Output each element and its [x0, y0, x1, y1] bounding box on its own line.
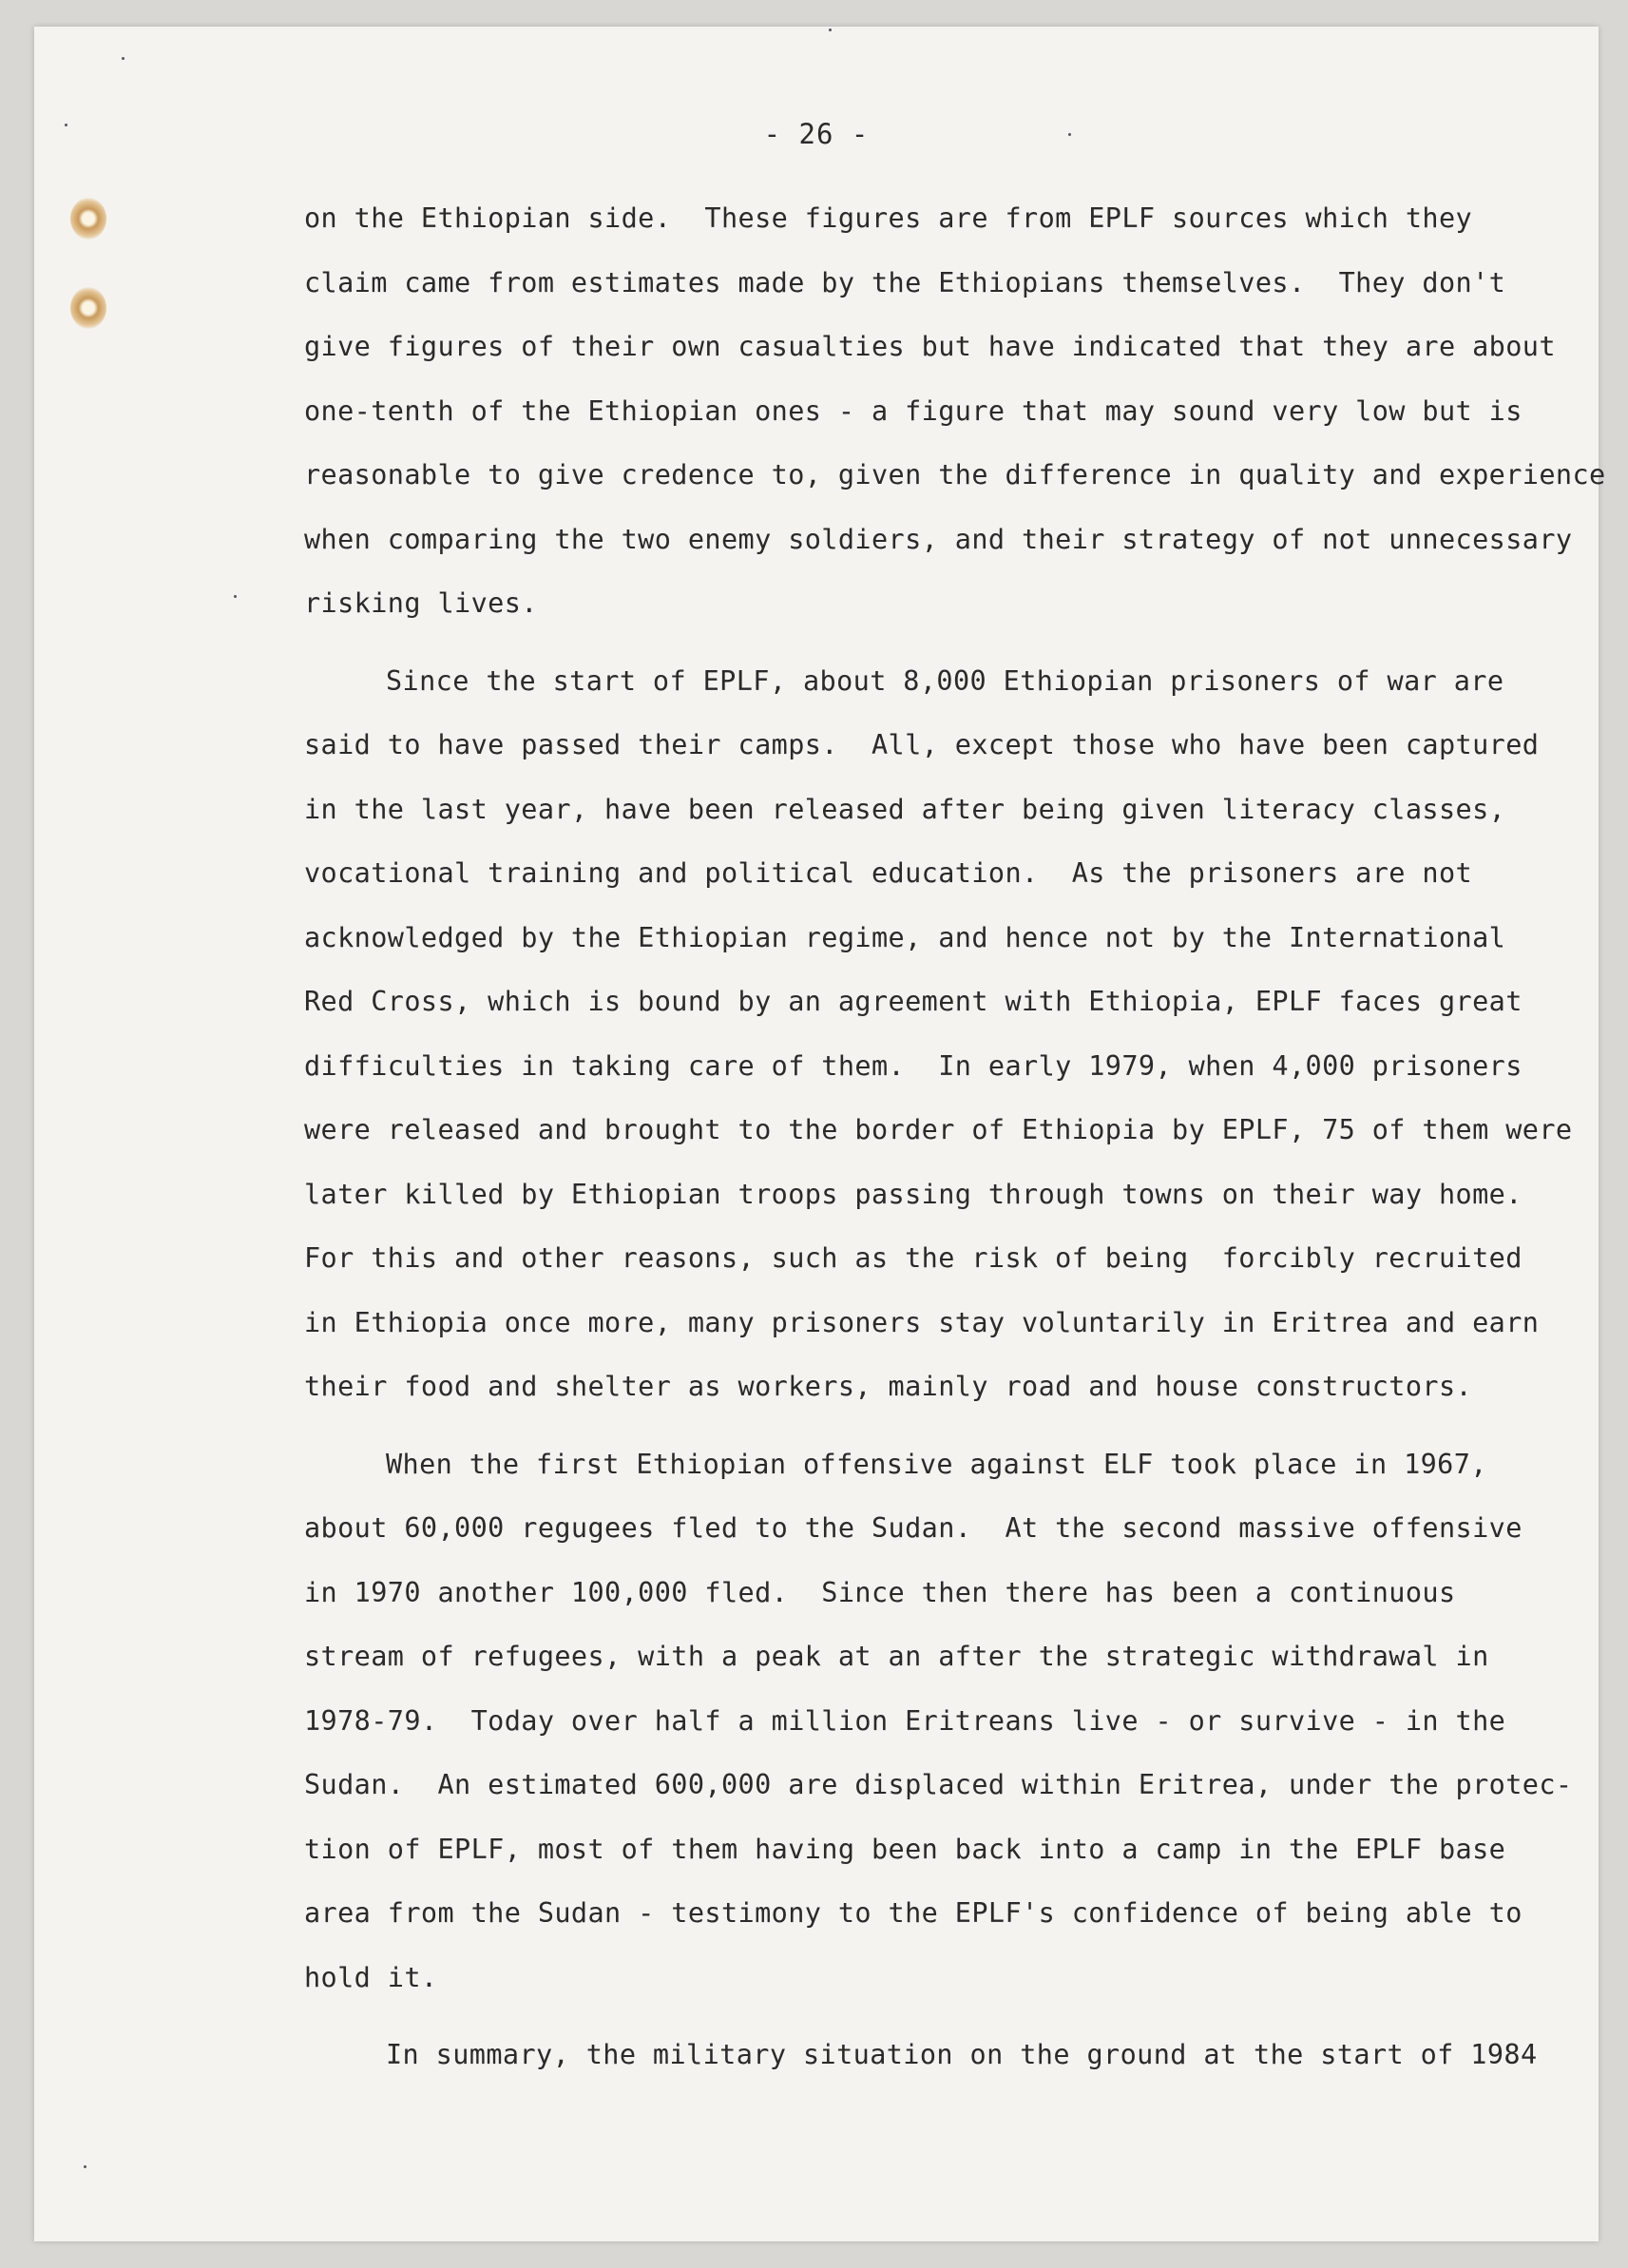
text-line: 1978-79. Today over half a million Eritreans live - or survive - in the [304, 1704, 1506, 1737]
paragraph-1 [304, 186, 1606, 636]
body-text [304, 186, 1606, 2087]
text-line: stream of refugees, with a peak at an after the strategic withdrawal in [304, 1641, 1489, 1672]
text-line: their food and shelter as workers, mainly road and house constructors. [304, 1371, 1473, 1402]
text-line: Since the start of EPLF, about 8,000 Ethiopian prisoners of war are [386, 664, 1504, 697]
text-line: when comparing the two enemy soldiers, and their strategy of not unnecessary [304, 523, 1573, 555]
paper-speck [829, 29, 832, 31]
paragraph-3 [304, 1432, 1587, 2010]
text-line: one-tenth of the Ethiopian ones - a figure that may sound very low but is [304, 394, 1523, 427]
text-line: in 1970 another 100,000 fled. Since then there has been a continuous [304, 1576, 1456, 1608]
text-line: said to have passed their camps. All, except those who have been captured [304, 729, 1540, 760]
text-line: difficulties in taking care of them. In early 1979, when 4,000 prisoners [304, 1049, 1523, 1082]
text-line: in Ethiopia once more, many prisoners stay voluntarily in Eritrea and earn [304, 1306, 1540, 1338]
text-line: In summary, the military situation on the ground at the start of 1984 [386, 2039, 1538, 2070]
paragraph-4 [304, 2023, 1587, 2087]
paper-speck [122, 57, 124, 60]
text-line: about 60,000 regugees fled to the Sudan. At the second massive offensive [304, 1512, 1523, 1544]
text-line: claim came from estimates made by the Ethiopians themselves. They don't [304, 266, 1506, 298]
text-line: When the first Ethiopian offensive against ELF took place in 1967, [386, 1448, 1487, 1480]
paper-speck [234, 595, 237, 598]
paragraph-gap [304, 636, 1587, 649]
page-number: - 26 - [763, 118, 870, 150]
text-line: area from the Sudan - testimony to the EPLF's confidence of being able to [304, 1897, 1523, 1929]
text-line: Sudan. An estimated 600,000 are displaced within Eritrea, under the protec- [304, 1769, 1573, 1800]
document-page [34, 27, 1606, 2241]
paragraph-2 [304, 649, 1587, 1419]
text-line: on the Ethiopian side. These figures are from EPLF sources which they [304, 202, 1473, 234]
text-line: acknowledged by the Ethiopian regime, and hence not by the International [304, 921, 1506, 953]
paragraph-gap [304, 1419, 1587, 1432]
text-line: tion of EPLF, most of them having been back into a camp in the EPLF base [304, 1833, 1506, 1865]
text-line: vocational training and political education. As the prisoners are not [304, 857, 1473, 889]
paper-speck [84, 2165, 86, 2168]
text-line: give figures of their own casualties but have indicated that they are about [304, 331, 1556, 362]
text-line: For this and other reasons, such as the risk of being forcibly recruited [304, 1242, 1523, 1274]
paragraph-gap [304, 2009, 1587, 2023]
text-line: reasonable to give credence to, given the difference in quality and experience [304, 459, 1606, 490]
text-line: later killed by Ethiopian troops passing through towns on their way home. [304, 1178, 1523, 1210]
text-line: hold it. [304, 1961, 438, 1993]
text-line: were released and brought to the border of Ethiopia by EPLF, 75 of them were [304, 1114, 1573, 1145]
text-line: Red Cross, which is bound by an agreement with Ethiopia, EPLF faces great [304, 986, 1523, 1017]
text-line: risking lives. [304, 587, 538, 619]
punch-hole [70, 287, 106, 329]
text-line: in the last year, have been released after being given literacy classes, [304, 793, 1506, 825]
punch-hole [70, 198, 106, 240]
